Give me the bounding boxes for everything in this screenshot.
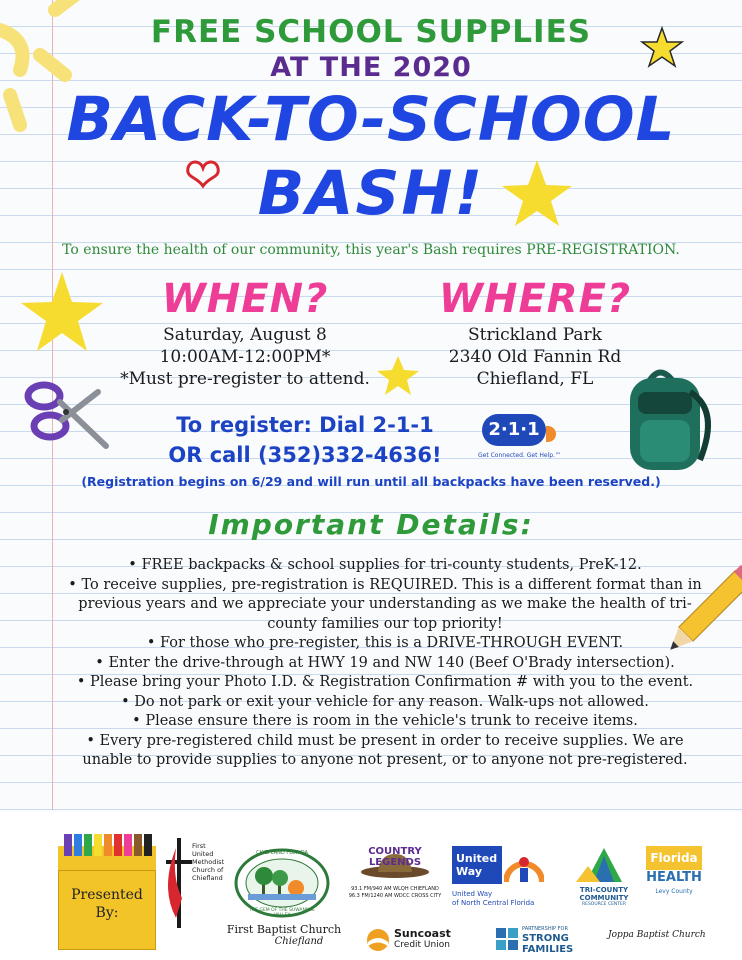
when-heading: WHEN? xyxy=(161,276,329,322)
star-icon xyxy=(21,272,103,351)
chiefland-seal-logo xyxy=(234,848,330,918)
event-note: *Must pre-register to attend. xyxy=(120,369,370,389)
details-list xyxy=(60,556,710,771)
crayon-box xyxy=(58,832,156,950)
radio-frequency: 93.1 FM/940 AM WLQH CHIEFLAND xyxy=(351,886,439,892)
venue-street: 2340 Old Fannin Rd xyxy=(448,347,622,367)
methodist-line: Church of xyxy=(192,866,224,874)
registration-window-note: (Registration begins on 6/29 and will run until all backpacks have been reserved.) xyxy=(81,474,661,489)
list-item: • Do not park or exit your vehicle for any reason. Walk-ups not allowed. xyxy=(121,693,649,710)
methodist-line: First xyxy=(192,842,206,850)
hand-rainbow-icon xyxy=(504,846,544,884)
headline-bash: BASH! xyxy=(257,158,485,229)
tri-county-line: COMMUNITY xyxy=(579,894,629,902)
country-legends-logo xyxy=(348,842,442,920)
sun-logo-icon xyxy=(366,928,390,952)
joppa-baptist-logo: Joppa Baptist Church xyxy=(608,930,706,940)
methodist-line: Chiefland xyxy=(192,874,223,882)
suncoast-logo xyxy=(366,926,476,956)
register-phone: OR call (352)332-4636! xyxy=(168,443,442,467)
methodist-line: Methodist xyxy=(192,858,225,866)
list-item: • To receive supplies, pre-registration is REQUIRED. This is a different format than in previous years and we appreciate your understanding as we make the health of tri-county families our top priority! xyxy=(68,576,702,632)
methodist-logo xyxy=(164,838,224,938)
first-baptist-name: First Baptist Church xyxy=(226,923,342,936)
headline-free-supplies: FREE SCHOOL SUPPLIES xyxy=(150,14,592,50)
list-item: • Please ensure there is room in the vehicle's trunk to receive items. xyxy=(132,713,638,729)
tri-county-line: TRI-COUNTY xyxy=(579,886,629,894)
register-instructions xyxy=(120,410,490,470)
cross-flame-icon xyxy=(164,838,194,928)
suncoast-name: Suncoast xyxy=(394,927,451,940)
levy-county: Levy County xyxy=(655,888,693,895)
tri-county-line: RESOURCE CENTER xyxy=(581,902,627,907)
two-one-one-number: 2·1·1 xyxy=(482,414,546,446)
two-one-one-tagline: Get Connected. Get Help.™ xyxy=(478,452,561,459)
florida-badge: Florida xyxy=(646,846,702,870)
united-way-name: United Way xyxy=(452,890,493,898)
united-way-badge-line: Way xyxy=(456,865,482,878)
register-dial: To register: Dial 2-1-1 xyxy=(176,413,434,437)
list-item: • FREE backpacks & school supplies for tri-county students, PreK-12. xyxy=(128,557,642,573)
presented-by-label: Presented By: xyxy=(71,887,143,921)
seal-bottom-text: THE GEM OF THE SUWANNEE VALLEY xyxy=(249,908,315,918)
speech-tail-icon xyxy=(546,426,556,442)
when-details xyxy=(110,324,380,390)
where-heading: WHERE? xyxy=(438,276,632,322)
headline-back-to-school: BACK-TO-SCHOOL xyxy=(66,84,676,155)
important-details-heading: Important Details: xyxy=(208,508,534,541)
scissors-icon xyxy=(28,385,106,446)
health-word: HEALTH xyxy=(646,870,702,885)
strong-families-word: FAMILIES xyxy=(522,944,574,955)
first-baptist-city: Chiefland xyxy=(274,936,324,947)
florida-health-logo xyxy=(646,846,706,916)
united-way-region: of North Central Florida xyxy=(452,899,535,907)
families-grid-icon xyxy=(496,928,518,952)
strong-families-word: STRONG xyxy=(522,933,569,944)
list-item: • Please bring your Photo I.D. & Registration Confirmation # with you to the event. xyxy=(76,674,694,690)
two-one-one-logo xyxy=(478,414,570,466)
where-details xyxy=(410,324,660,390)
list-item: • Enter the drive-through at HWY 19 and NW 140 (Beef O'Brady intersection). xyxy=(95,654,675,671)
tri-county-logo xyxy=(566,846,642,916)
united-way-logo xyxy=(452,846,544,916)
event-date: Saturday, August 8 xyxy=(163,325,327,345)
radio-frequency: 96.3 FM/1240 AM WDCC CROSS CITY xyxy=(348,893,442,899)
seal-top-text: CHIEFLAND FLORIDA xyxy=(256,850,308,856)
crayons-icon xyxy=(58,832,156,872)
list-item: • For those who pre-register, this is a DRIVE-THROUGH EVENT. xyxy=(146,635,624,651)
tri-county-mountain-icon xyxy=(566,846,642,886)
list-item: • Every pre-registered child must be present in order to receive supplies. We are unable to provide supplies to anyone not present, or to anyone not pre-registered. xyxy=(82,732,688,768)
strong-families-logo xyxy=(496,926,588,954)
venue-name: Strickland Park xyxy=(468,325,602,345)
united-way-badge-line: United xyxy=(456,852,498,865)
country-legends-title: COUNTRY LEGENDS xyxy=(368,846,422,868)
strong-families-prefix: PARTNERSHIP FOR xyxy=(522,926,568,932)
event-time: 10:00AM-12:00PM* xyxy=(159,347,331,367)
methodist-line: United xyxy=(192,850,214,858)
suncoast-sub: Credit Union xyxy=(394,940,450,950)
venue-city: Chiefland, FL xyxy=(476,369,594,389)
united-way-badge xyxy=(452,846,502,884)
headline-year: AT THE 2020 xyxy=(270,52,472,83)
first-baptist-logo xyxy=(224,924,344,947)
preregistration-intro: To ensure the health of our community, this year's Bash requires PRE-REGISTRATION. xyxy=(62,242,680,258)
